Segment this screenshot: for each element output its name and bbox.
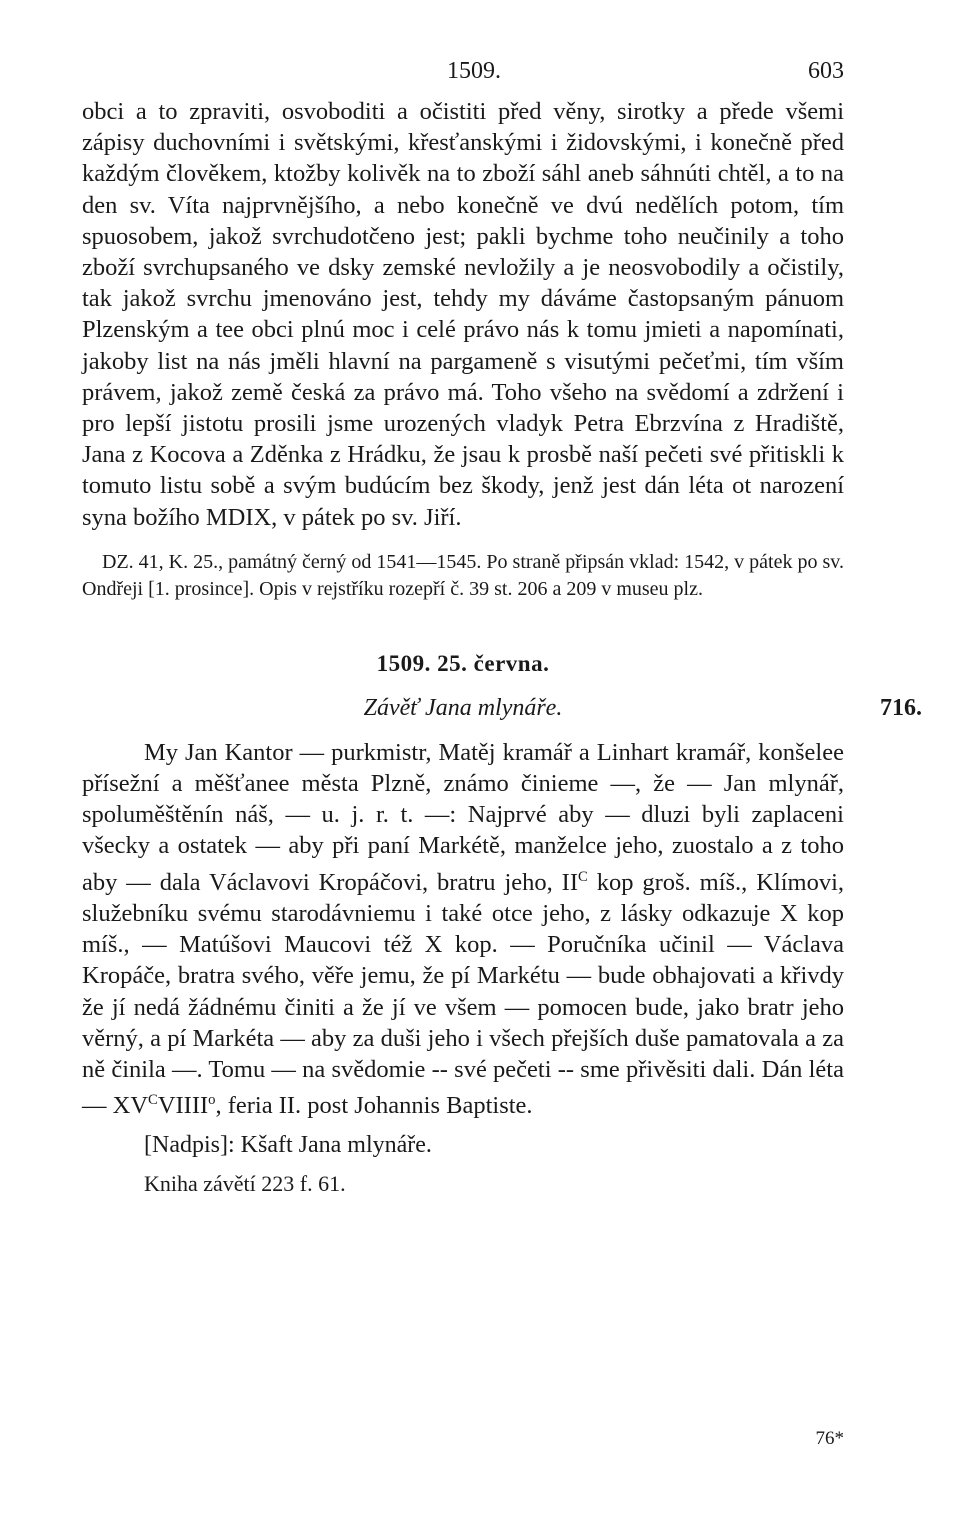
page-number: 603	[808, 58, 844, 84]
archival-note: DZ. 41, K. 25., památný černý od 1541—1545. Po straně připsán vklad: 1542, v pátek po sv. Ondřeji [1. prosince]. Opis v rejstříku rozepří č. 39 st. 206 a 209 v museu plz.	[82, 550, 844, 600]
document-title: Závěť Jana mlynáře.	[363, 694, 563, 721]
document-body-sup3: o	[208, 1092, 216, 1109]
document-number: 716.	[880, 694, 922, 721]
document-body-part2: kop groš. míš., Klímovi, služebníku svému starodávniemu i také otce jeho, z lásky odkazuje X kop míš., — Matúšovi Maucovi též X kop. — Poručníka učinil — Václava Kropáče, bratra svého, věře jemu, že pí Markétu — bude obhajovati a křivdy že jí nedá žádnému činiti a že jí ve všem — pomocen bude, jako bratr jeho věrný, a pí Markéta — aby za duši jeho i všech přejších duše pamatovala a za ně činila —. Tomu — na svědomie -- své pečeti -- sme přivěsiti dali. Dán léta — XV	[82, 868, 845, 1120]
document-body-part3: VIIII	[157, 1092, 209, 1120]
document-body-sup1: C	[578, 868, 588, 885]
signature-mark: 76*	[815, 1428, 844, 1449]
document-body-part4: , feria II. post Johannis Baptiste.	[215, 1092, 533, 1120]
document-heading	[82, 694, 922, 729]
source-line: Kniha závětí 223 f. 61.	[144, 1170, 346, 1196]
running-head-year: 1509.	[447, 58, 501, 84]
inscription-line: [Nadpis]: Kšaft Jana mlynáře.	[144, 1131, 432, 1158]
continuation-paragraph: obci a to zpraviti, osvoboditi a očistiti před věny, sirotky a přede všemi zápisy duchovními i světskými, křesťanskými i židovskými, i konečně před každým člověkem, ktožby kolivěk na to zboží sáhl aneb sáhnúti chtěl, a to na den sv. Víta najprvnějšího, a nebo konečně ve dvú nedělích potom, tím spuosobem, jakož svrchudotčeno jest; pakli bychme toho neučinily a toho zboží svrchupsaného ve dsky zemské nevložily a je neosvobodily a očistily, tak jakož svrchu jmenováno jest, tehdy my dáváme častopsaným pánuom Plzenským a tee obci plnú moc i celé právo nás k tomu jmieti a napomínati, jakoby list na nás jměli hlavní na pargameně s visutými pečeťmi, tím vším právem, jakož země česká za právo má. Toho všeho na svědomí a zdržení i pro lepší jistotu prosili jsme urozených vladyk Petra Ebrzvína z Hradiště, Jana z Kocova a Zděnka z Hrádku, že jsau k prosbě naší pečeti své přitiskli k tomuto listu sobě a svým budúcím bez škody, jenž jest dán léta ot narození syna božího MDIX, v pátek po sv. Jiří.	[82, 98, 844, 531]
running-head	[82, 58, 844, 92]
document-date: 1509. 25. června.	[376, 650, 550, 676]
document-body-sup2: C	[148, 1092, 158, 1109]
page	[82, 58, 922, 1197]
document-body-part1: My Jan Kantor — purkmistr, Matěj kramář a Linhart kramář, konšelee přísežní a měšťanee města Plzně, známo činieme —, že — Jan mlynář, spoluměštěnín náš, — u. j. r. t. —: Najprvé aby — dluzi byli zaplaceni všecky a ostatek — aby při paní Markétě, manželce jeho, zuostalo a z toho aby — dala Václavovi Kropáčovi, bratru jeho, II	[82, 738, 844, 896]
document-body	[82, 737, 844, 1122]
